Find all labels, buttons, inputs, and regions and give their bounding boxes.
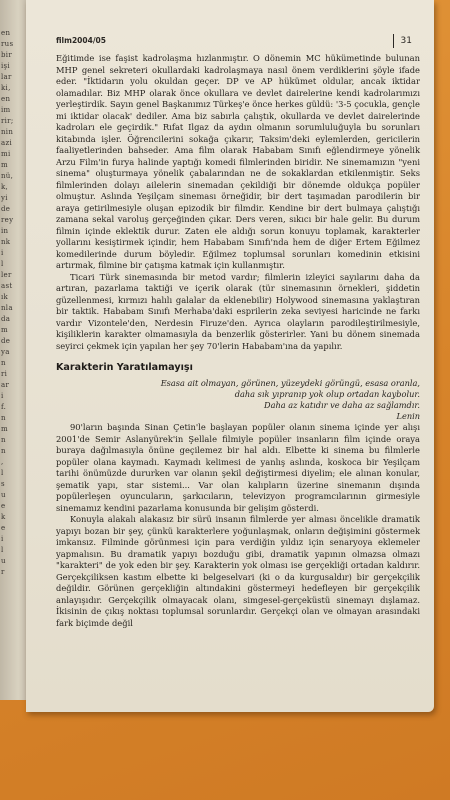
epigraph-line: Esasa ait olmayan, görünen, yüzeydeki görüngü, esasa oranla,	[160, 377, 420, 388]
epigraph-line: Daha az katıdır ve daha az sağlamdır.	[264, 399, 420, 410]
page-number: 31	[400, 36, 412, 46]
page-header	[56, 36, 412, 50]
epigraph-line: daha sık yıpranıp yok olup ortadan kaybolur.	[234, 388, 420, 399]
previous-page-text-fragments: en rus bir işi lar ki, en im rir; nin azi mi m nü, k, yi de rey in nk i l ler ast ık nla da m de ya n ri ar i f. n m n n , l s u e k e i l u r	[1, 29, 14, 576]
header-divider	[393, 34, 394, 48]
paragraph: Ticari Türk sinemasında bir metod vardır; filmlerin izleyici sayılarını daha da artıran, pazarlama taktiği ve içerik olarak (tür sinemasının örnekleri, şiddetin güzellenmesi, kırmızı halılı galalar da eklenebilir) Holywood sinemasına yaklaştıran bir taktik. Hababam Sınıfı Merhaba'daki esprilerin zeka seviyesi haricinde ne farkı vardır Vizontele'den, Nerdesin Firuze'den. Ayrıca olayların parodileştirilmesiyle, kişiliklerin karakter olmamasıyla da benzerlik gösterirler. Yani bu dönem sinemada seyirci çekmek için yapılan her şey 70'lerin Hababam'ına da yapılır.	[56, 271, 420, 351]
section-heading: Karakterin Yaratılamayışı	[56, 362, 193, 373]
paragraph: Eğitimde ise faşist kadrolaşma hızlanmıştır. O dönemin MC hükümetinde bulunan MHP genel sekreteri okullardaki kadrolaşmaya nasıl önem verdiklerini şöyle ifade eder. "İktidarın yolu okuldan geçer. DP ve AP hükümet oldular, ancak iktidar olamadılar. Biz MHP olarak önce okullara ve devlet dairelerine kendi kadrolarımızı yerleştirdik. Sayın genel Başkanımız Türkeş'e önce herkes güldü: '3-5 çocukla, gençle mi iktidar olacak' dediler. Ama biz sabırla çalıştık, okullarda ve devlet dairelerinde kadroları ele geçirdik." Rıfat Ilgaz da aydın olmanın sorumluluğuyla bu sorunları kitabında işler. Öğrencilerini sokağa çıkarır, Taksim'deki eylemlerden, gericilerin faaliyetlerinden bahseder. Ama film olarak Hababam Sınıfı eğlendirmeye yönelik Arzu Film'in furya halinde yaptığı komedi filmlerinden biridir. Ne sinemamızın "yeni sinema" oluşturmaya yönelik çabalarından ne de sokaklardan etkilenmiştir. Seks filmlerinden dolayı ailelerin sinemadan çekildiği bir dönemde oldukça popüler olmuştur. Aslında Yeşilçam sineması örneğidir, bir dert taşımadan parodilerin bir araya getirilmesiyle oluşan epizodik bir filmdir. Kendine bir dert bulmaya çalıştığı zamana sekal varoluş gerçeğinden çıkar. Ders veren, sıkıcı bir hale gelir. Bu durum filmin içinde eklektik durur. Zaten ele aldığı sorun konuyu toplamak, karakterler yollarını kesiştirmek içindir, hem Hababam Sınıfı'nda hem de diğer Ertem Eğilmez komedilerinde durum böyledir. Eğilmez toplumsal sorunları komedinin etkisini artırmak, filmine bir çatışma katmak için kullanmıştır.	[56, 53, 420, 270]
paragraph: 90'ların başında Sinan Çetin'le başlayan popüler olanın sinema içinde yer alışı 2001'de Semir Aslanyürek'in Şellale filmiyle popüler insanların film içinde oraya buraya dağılmasıyla önüne geçilemez bir hal aldı. Elbette ki sinema bu filmlerle popüler olana kaymadı. Kaymadı kelimesi de yanlış aslında, koskoca bir Yeşilçam tarihi önümüzde dururken var olanın şekil değiştirmesi diyelim; ele alınan konular, şematik yapı, star sistemi... Var olan kalıpların üzerine sinemanın dışında popülerleşen oyuncuların, şarkıcıların, televizyon programcılarının girmesiyle sinemamız kendini pazarlama konusunda bir gelişim gösterdi.	[56, 422, 420, 513]
epigraph-author: Lenin	[396, 410, 420, 421]
journal-issue-label: film2004/05	[56, 36, 106, 45]
book-page	[26, 0, 434, 712]
paragraph: Konuyla alakalı alakasız bir sürü insanın filmlerde yer alması öncelikle dramatik yapıyı bozan bir şey, çünkü karakterlere yoğunlaşmak, onların değişimini göstermek imkansız. Filminde görünmesi için para verdiğin yıldız için senaryoya eklemeler yapmalısın. Bu dramatik yapıyı bozduğu gibi, dramatik yapının olmazsa olmazı "karakteri" de yok eden bir şey. Karakterin yok olması ise gerçekliği ortadan kaldırır. Gerçekçiliksen kastım elbette ki belgeselvari (ki o da kurgusaldır) bir gerçekçilik değildir. Görünen gerçekliğin altındakini göstermeyi hedefleyen bir gerçekçilik anlayışıdır. Gerçekçilik olmayacak olanı, simgesel-gerçeküstü sinemayı dışlamaz. İkisinin de çıkış noktası toplumsal sorunlardır. Gerçekçi olan ve olmayan arasındaki fark biçimde değil	[56, 514, 420, 628]
article-body	[56, 53, 420, 629]
previous-page-edge	[0, 0, 27, 700]
